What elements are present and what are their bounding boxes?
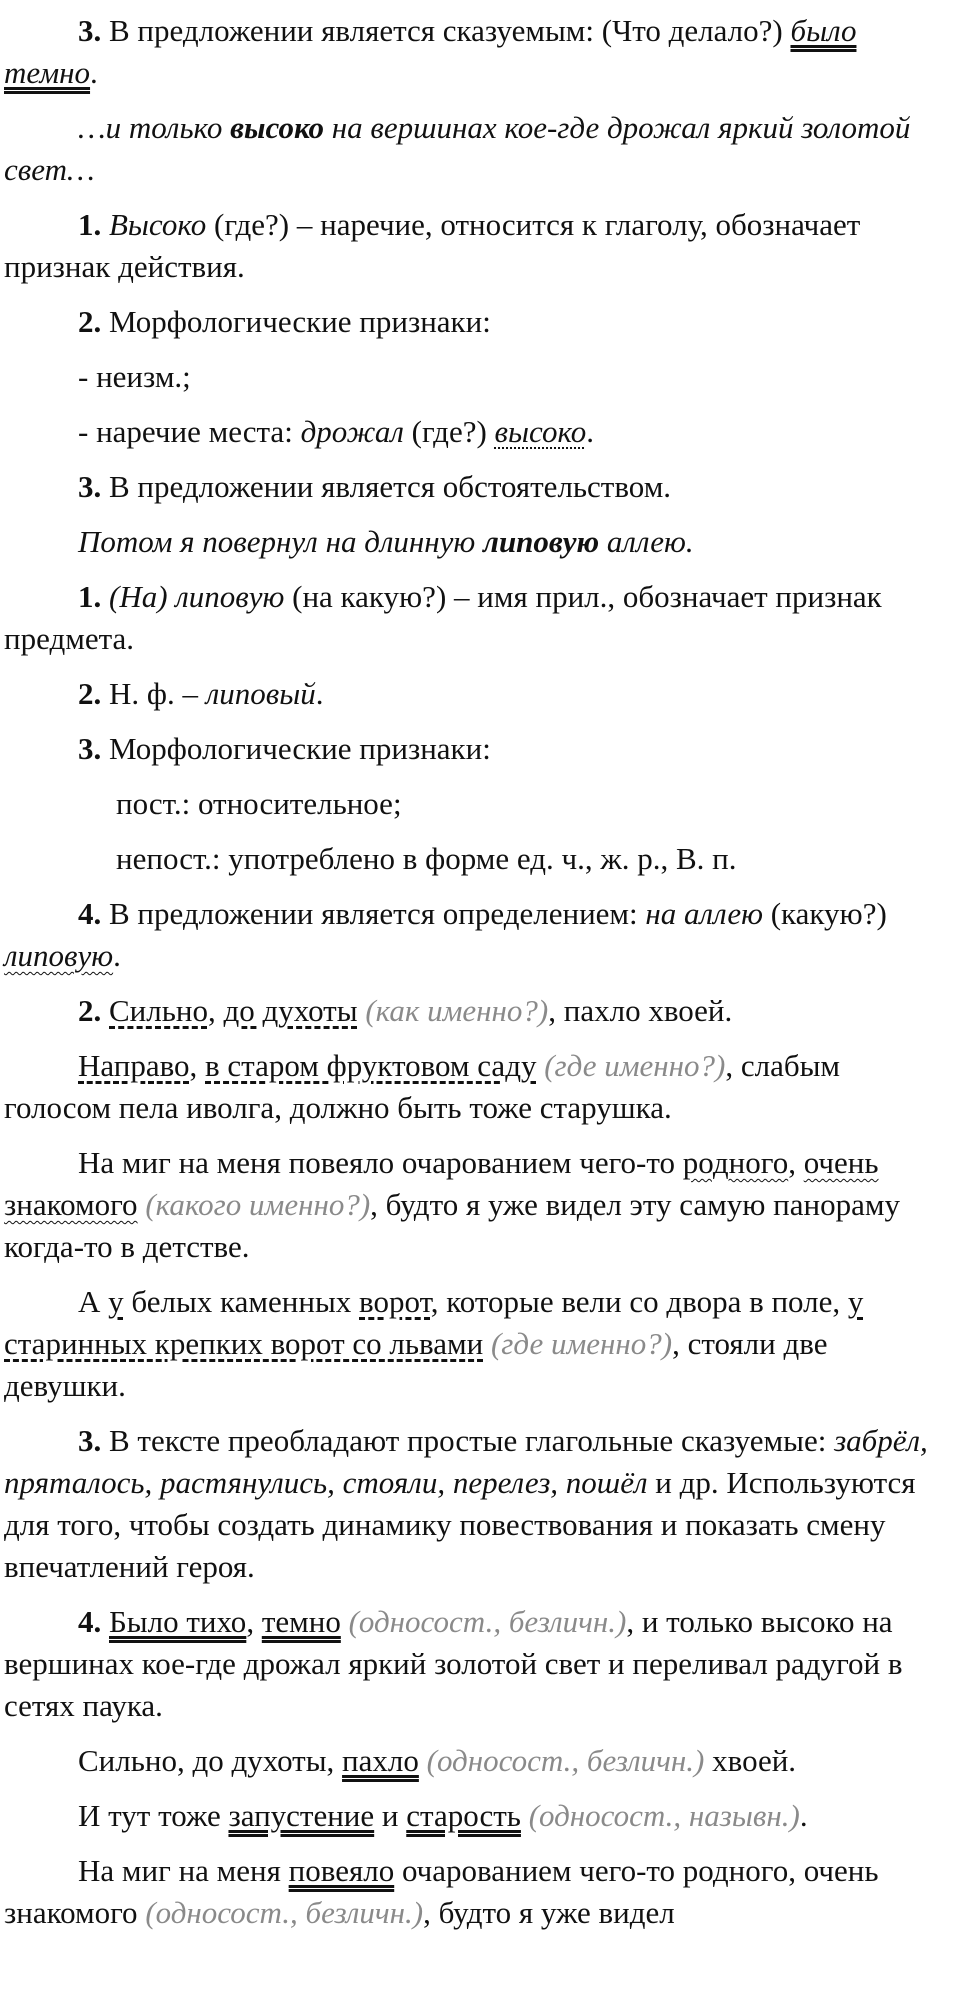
- predicate-list: забрёл, пряталось, растянулись, стояли, перелез, пошёл: [4, 1423, 928, 1500]
- attribute-word: родного: [682, 1145, 789, 1180]
- predicate-word: пахло: [342, 1743, 419, 1778]
- item-number: 1.: [78, 579, 102, 614]
- analyzed-word: (На) липовую: [109, 579, 285, 614]
- adverbial-phrase: у старинных крепких ворот со львами: [4, 1284, 864, 1361]
- text: .: [113, 938, 121, 973]
- text: Н. ф. –: [101, 676, 206, 711]
- analysis-step: [4, 728, 954, 770]
- text: очарованием чего-то родного, очень знакомого: [4, 1853, 879, 1930]
- item-number: 4.: [78, 1604, 102, 1639]
- adverbial-word: Сильно: [109, 993, 208, 1028]
- text: , пахло хвоей.: [548, 993, 733, 1028]
- text: ,: [246, 1604, 262, 1639]
- question-note: (как именно?): [365, 993, 549, 1028]
- feature-line: [4, 783, 954, 825]
- analysis-step: [4, 576, 954, 660]
- paragraph-predicate-role: [4, 10, 954, 94]
- question-note: (где именно?): [490, 1326, 673, 1361]
- text: Сильно, до духоты,: [78, 1743, 343, 1778]
- text: хвоей.: [704, 1743, 797, 1778]
- verb-word: дрожал: [300, 414, 404, 449]
- text: [419, 1743, 427, 1778]
- adverbial-word: Направо: [78, 1048, 190, 1083]
- item-number: 2.: [78, 993, 102, 1028]
- phrase: на аллею: [645, 896, 763, 931]
- task-answer: [4, 1420, 954, 1588]
- item-number: 3.: [78, 469, 102, 504]
- highlighted-word: высоко: [230, 110, 325, 145]
- task-answer: [4, 1795, 954, 1837]
- text: пост.: относительное;: [116, 786, 402, 821]
- text: (где?) – наречие, относится к глаголу, обозначает признак действия.: [4, 207, 861, 284]
- text: Потом я повернул на длинную: [78, 524, 484, 559]
- text: ,: [788, 1145, 804, 1180]
- text: непост.: употреблено в форме ед. ч., ж. р., В. п.: [116, 841, 737, 876]
- text: , слабым голосом пела иволга, должно быть тоже старушка.: [4, 1048, 841, 1125]
- text: , стояли две девушки.: [4, 1326, 828, 1403]
- text: В предложении является определением:: [101, 896, 646, 931]
- question-note: (какого именно?): [145, 1187, 371, 1222]
- text: - неизм.;: [78, 359, 191, 394]
- adverbial-phrase: в старом фруктовом саду: [205, 1048, 537, 1083]
- item-number: 2.: [78, 304, 102, 339]
- task-answer: [4, 1850, 954, 1934]
- attribute-word: липовую: [4, 938, 114, 973]
- example-sentence: [4, 107, 954, 191]
- text: .: [315, 676, 324, 711]
- text: [521, 1798, 529, 1833]
- text: На миг на меня повеяло очарованием чего-то: [78, 1145, 683, 1180]
- text: ,: [189, 1048, 206, 1083]
- question-note: (где именно?): [544, 1048, 726, 1083]
- item-number: 3.: [78, 13, 102, 48]
- text: (какую?): [762, 896, 887, 931]
- text: Морфологические признаки:: [101, 304, 491, 339]
- main-member-word: запустение: [228, 1798, 375, 1833]
- analysis-step: [4, 466, 954, 508]
- feature-line: [4, 411, 954, 453]
- task-answer: [4, 1281, 954, 1407]
- text: , будто я уже видел эту самую панораму когда-то в детстве.: [4, 1187, 900, 1264]
- text: аллею.: [599, 524, 694, 559]
- text: [483, 1326, 491, 1361]
- text: .: [799, 1798, 808, 1833]
- text: В предложении является обстоятельством.: [101, 469, 672, 504]
- analyzed-word: липовый: [205, 676, 316, 711]
- text: .: [586, 414, 595, 449]
- text: В тексте преобладают простые глагольные сказуемые:: [101, 1423, 835, 1458]
- task-answer: [4, 1601, 954, 1727]
- predicate-word: повеяло: [288, 1853, 395, 1888]
- item-number: 3.: [78, 1423, 102, 1458]
- task-answer: [4, 1045, 954, 1129]
- sentence-type-note: (односост., назывн.): [528, 1798, 800, 1833]
- text: - наречие места:: [78, 414, 301, 449]
- text: …и только: [78, 110, 231, 145]
- task-answer: [4, 1740, 954, 1782]
- text: и: [374, 1798, 407, 1833]
- text: ,: [207, 993, 224, 1028]
- predicate-word: темно: [261, 1604, 341, 1639]
- task-answer: [4, 1142, 954, 1268]
- sentence-type-note: (односост., безличн.): [145, 1895, 424, 1930]
- adverb-word: высоко: [494, 414, 587, 449]
- highlighted-word: липовую: [483, 524, 600, 559]
- text: Морфологические признаки:: [101, 731, 491, 766]
- text: , которые вели со двора в поле,: [430, 1284, 848, 1319]
- example-sentence: [4, 521, 954, 563]
- text: и др. Используются для того, чтобы создать динамику повествования и показать смену впечатлений героя.: [4, 1465, 916, 1584]
- text: , и только высоко на вершинах кое-где дрожал яркий золотой свет и переливал радугой в сетях паука.: [4, 1604, 903, 1723]
- text: В предложении является сказуемым: (Что делало?): [101, 13, 791, 48]
- predicate-phrase: Было тихо: [109, 1604, 247, 1639]
- feature-line: [4, 356, 954, 398]
- sentence-type-note: (односост., безличн.): [348, 1604, 627, 1639]
- text: И тут тоже: [78, 1798, 229, 1833]
- analyzed-word: Высоко: [109, 207, 207, 242]
- item-number: 3.: [78, 731, 102, 766]
- item-number: 1.: [78, 207, 102, 242]
- adverbial-word: ворот: [359, 1284, 431, 1319]
- text: А: [78, 1284, 109, 1319]
- main-member-word: старость: [406, 1798, 521, 1833]
- text: (где?): [403, 414, 495, 449]
- text: (на какую?) – имя прил., обозначает признак предмета.: [4, 579, 882, 656]
- text: .: [90, 55, 98, 90]
- item-number: 2.: [78, 676, 102, 711]
- adverbial-phrase: до духоты: [223, 993, 358, 1028]
- text: , будто я уже видел: [423, 1895, 675, 1930]
- adverbial-word: у: [108, 1284, 124, 1319]
- text: [341, 1604, 349, 1639]
- text: На миг на меня: [78, 1853, 289, 1888]
- text: на вершинах кое-где дрожал яркий золотой свет…: [4, 110, 911, 187]
- analysis-step: [4, 301, 954, 343]
- feature-line: [4, 838, 954, 880]
- task-answer: [4, 990, 954, 1032]
- predicate-phrase: было темно: [4, 13, 857, 90]
- analysis-step: [4, 893, 954, 977]
- attribute-phrase: очень знакомого: [4, 1145, 879, 1222]
- item-number: 4.: [78, 896, 102, 931]
- analysis-step: [4, 204, 954, 288]
- text: белых каменных: [123, 1284, 360, 1319]
- sentence-type-note: (односост., безличн.): [426, 1743, 705, 1778]
- analysis-step: [4, 673, 954, 715]
